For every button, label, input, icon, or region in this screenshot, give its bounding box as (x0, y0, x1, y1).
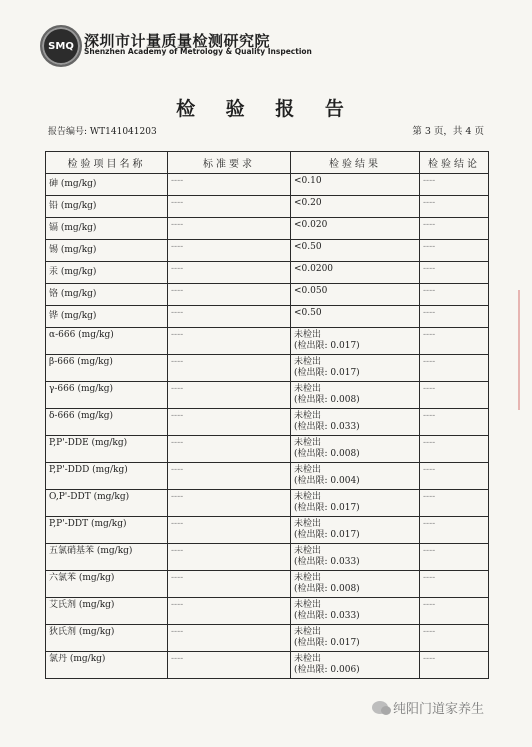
result-cell (291, 218, 420, 240)
result-cell (291, 306, 420, 328)
result-cell (291, 355, 420, 382)
conclusion-cell: ---- (420, 463, 489, 490)
detection-limit: (检出限: 0.017) (294, 368, 360, 378)
table-row (46, 436, 489, 463)
header-standard: 标准要求 (168, 152, 291, 174)
result-value: 未检出 (294, 546, 322, 556)
item-name-cell: P,P'-DDE (mg/kg) (46, 436, 168, 463)
standard-cell: ---- (168, 328, 291, 355)
standard-cell: ---- (168, 355, 291, 382)
conclusion-cell: ---- (420, 240, 489, 262)
detection-limit: (检出限: 0.033) (294, 422, 360, 432)
table-row (46, 174, 489, 196)
detection-limit: (检出限: 0.033) (294, 557, 360, 567)
detection-limit: (检出限: 0.008) (294, 449, 360, 459)
conclusion-cell: ---- (420, 355, 489, 382)
standard-cell: ---- (168, 517, 291, 544)
conclusion-cell: ---- (420, 409, 489, 436)
result-value: <0.50 (294, 242, 322, 252)
conclusion-cell: ---- (420, 652, 489, 679)
item-name-cell: 铅 (mg/kg) (46, 196, 168, 218)
item-name-cell: 镉 (mg/kg) (46, 218, 168, 240)
table-row (46, 328, 489, 355)
result-value: 未检出 (294, 627, 322, 637)
standard-cell: ---- (168, 218, 291, 240)
table-row (46, 490, 489, 517)
standard-cell: ---- (168, 174, 291, 196)
result-cell (291, 436, 420, 463)
item-name-cell: 狄氏剂 (mg/kg) (46, 625, 168, 652)
table-row (46, 598, 489, 625)
result-value: 未检出 (294, 654, 322, 664)
item-name-cell: 锡 (mg/kg) (46, 240, 168, 262)
item-name-cell: 铧 (mg/kg) (46, 306, 168, 328)
watermark-text: 纯阳门道家养生 (393, 702, 485, 717)
standard-cell: ---- (168, 284, 291, 306)
detection-limit: (检出限: 0.017) (294, 638, 360, 648)
item-name-cell: α-666 (mg/kg) (46, 328, 168, 355)
table-row (46, 625, 489, 652)
result-value: <0.050 (294, 286, 328, 296)
conclusion-cell: ---- (420, 174, 489, 196)
result-cell (291, 490, 420, 517)
result-cell (291, 625, 420, 652)
standard-cell: ---- (168, 598, 291, 625)
table-row (46, 284, 489, 306)
result-value: 未检出 (294, 330, 322, 340)
table-row (46, 652, 489, 679)
conclusion-cell: ---- (420, 490, 489, 517)
conclusion-cell: ---- (420, 571, 489, 598)
result-cell (291, 328, 420, 355)
result-cell (291, 571, 420, 598)
result-value: 未检出 (294, 573, 322, 583)
item-name-cell: 汞 (mg/kg) (46, 262, 168, 284)
table-row (46, 544, 489, 571)
detection-limit: (检出限: 0.017) (294, 341, 360, 351)
result-cell (291, 262, 420, 284)
report-number: 报告编号: WT141041203 (48, 127, 157, 137)
standard-cell: ---- (168, 436, 291, 463)
detection-limit: (检出限: 0.033) (294, 611, 360, 621)
standard-cell: ---- (168, 571, 291, 598)
table-row (46, 355, 489, 382)
item-name-cell: δ-666 (mg/kg) (46, 409, 168, 436)
conclusion-cell: ---- (420, 625, 489, 652)
item-name-cell: 氯丹 (mg/kg) (46, 652, 168, 679)
standard-cell: ---- (168, 544, 291, 571)
detection-limit: (检出限: 0.006) (294, 665, 360, 675)
standard-cell: ---- (168, 262, 291, 284)
item-name-cell: 六氯苯 (mg/kg) (46, 571, 168, 598)
conclusion-cell: ---- (420, 517, 489, 544)
conclusion-cell: ---- (420, 382, 489, 409)
result-cell (291, 463, 420, 490)
result-value: <0.20 (294, 198, 322, 208)
table-row (46, 517, 489, 544)
conclusion-cell: ---- (420, 328, 489, 355)
result-value: 未检出 (294, 411, 322, 421)
result-cell (291, 517, 420, 544)
table-row (46, 409, 489, 436)
standard-cell: ---- (168, 382, 291, 409)
standard-cell: ---- (168, 240, 291, 262)
result-cell (291, 598, 420, 625)
standard-cell: ---- (168, 625, 291, 652)
conclusion-cell: ---- (420, 306, 489, 328)
detection-limit: (检出限: 0.008) (294, 584, 360, 594)
item-name-cell: 砷 (mg/kg) (46, 174, 168, 196)
result-value: <0.50 (294, 308, 322, 318)
conclusion-cell: ---- (420, 544, 489, 571)
conclusion-cell: ---- (420, 196, 489, 218)
item-name-cell: γ-666 (mg/kg) (46, 382, 168, 409)
result-cell (291, 652, 420, 679)
result-value: 未检出 (294, 465, 322, 475)
result-value: 未检出 (294, 519, 322, 529)
result-value: <0.10 (294, 176, 322, 186)
conclusion-cell: ---- (420, 262, 489, 284)
conclusion-cell: ---- (420, 284, 489, 306)
table-row (46, 382, 489, 409)
result-value: 未检出 (294, 357, 322, 367)
table-header-row (46, 152, 489, 174)
table-row (46, 240, 489, 262)
result-cell (291, 382, 420, 409)
item-name-cell: β-666 (mg/kg) (46, 355, 168, 382)
result-value: <0.020 (294, 220, 328, 230)
table-row (46, 218, 489, 240)
conclusion-cell: ---- (420, 218, 489, 240)
item-name-cell: P,P'-DDT (mg/kg) (46, 517, 168, 544)
table-row (46, 262, 489, 284)
inspection-table (45, 151, 489, 679)
conclusion-cell: ---- (420, 436, 489, 463)
standard-cell: ---- (168, 490, 291, 517)
conclusion-cell: ---- (420, 598, 489, 625)
header-result: 检验结果 (291, 152, 420, 174)
document-title: 检 验 报 告 (176, 98, 356, 120)
result-value: 未检出 (294, 384, 322, 394)
item-name-cell: O,P'-DDT (mg/kg) (46, 490, 168, 517)
watermark (372, 698, 484, 717)
detection-limit: (检出限: 0.017) (294, 503, 360, 513)
result-cell (291, 196, 420, 218)
logo-badge: SMQ (40, 25, 82, 67)
header-item-name: 检验项目名称 (46, 152, 168, 174)
table-row (46, 571, 489, 598)
table-row (46, 196, 489, 218)
detection-limit: (检出限: 0.008) (294, 395, 360, 405)
org-name-en: Shenzhen Academy of Metrology & Quality Inspection (84, 47, 312, 56)
wechat-icon (372, 701, 388, 714)
org-name-cn: 深圳市计量质量检测研究院 (84, 32, 271, 50)
result-value: 未检出 (294, 492, 322, 502)
detection-limit: (检出限: 0.004) (294, 476, 360, 486)
detection-limit: (检出限: 0.017) (294, 530, 360, 540)
standard-cell: ---- (168, 306, 291, 328)
result-cell (291, 240, 420, 262)
standard-cell: ---- (168, 409, 291, 436)
result-value: 未检出 (294, 600, 322, 610)
result-cell (291, 544, 420, 571)
result-value: <0.0200 (294, 264, 334, 274)
table-row (46, 306, 489, 328)
standard-cell: ---- (168, 652, 291, 679)
page-number: 第 3 页，共 4 页 (412, 126, 484, 137)
standard-cell: ---- (168, 463, 291, 490)
standard-cell: ---- (168, 196, 291, 218)
stamp-edge-mark (518, 290, 532, 410)
result-cell (291, 284, 420, 306)
item-name-cell: 艾氏剂 (mg/kg) (46, 598, 168, 625)
item-name-cell: 五氯硝基苯 (mg/kg) (46, 544, 168, 571)
result-cell (291, 409, 420, 436)
header-conclusion: 检验结论 (420, 152, 489, 174)
item-name-cell: P,P'-DDD (mg/kg) (46, 463, 168, 490)
result-cell (291, 174, 420, 196)
table-row (46, 463, 489, 490)
item-name-cell: 铬 (mg/kg) (46, 284, 168, 306)
result-value: 未检出 (294, 438, 322, 448)
